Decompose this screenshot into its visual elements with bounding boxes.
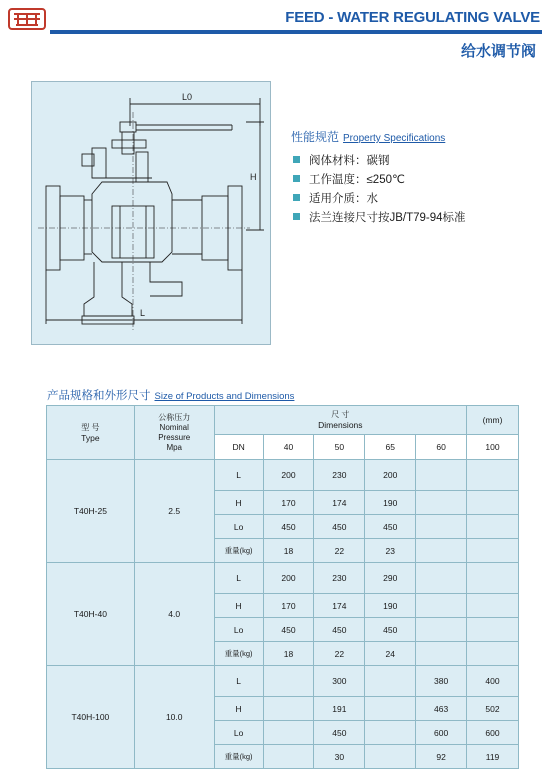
- dimension-value-cell: 200: [263, 563, 314, 594]
- dimension-label-cell: Lo: [214, 721, 263, 745]
- dimension-value-cell: [416, 594, 467, 618]
- dimension-value-cell: [467, 642, 519, 666]
- dimension-value-cell: 191: [314, 697, 365, 721]
- dimension-label-cell: 重量(kg): [214, 642, 263, 666]
- table-row: [47, 666, 519, 697]
- pressure-header-en3: Mpa: [166, 442, 182, 452]
- dimension-value-cell: [365, 666, 416, 697]
- dimension-value-cell: [467, 563, 519, 594]
- spec-item: [293, 188, 466, 207]
- dn-value: 50: [314, 435, 365, 460]
- dimensions-table: [46, 405, 519, 769]
- dimension-value-cell: 450: [314, 721, 365, 745]
- dimension-label-cell: Lo: [214, 618, 263, 642]
- bullet-square-icon: [293, 194, 300, 201]
- dimension-value-cell: 450: [365, 618, 416, 642]
- pressure-header: [134, 406, 214, 460]
- spec-item-text: 工作温度：≤250℃: [309, 173, 405, 186]
- dimension-value-cell: 463: [416, 697, 467, 721]
- dimension-value-cell: 450: [365, 515, 416, 539]
- dimension-value-cell: 190: [365, 491, 416, 515]
- dn-value: 65: [365, 435, 416, 460]
- spec-item-text: 阀体材料：碳钢: [309, 154, 390, 167]
- pressure-header-cn: 公称压力: [158, 412, 191, 422]
- spec-item: [293, 150, 466, 169]
- dimension-label-cell: L: [214, 666, 263, 697]
- dimension-value-cell: 380: [416, 666, 467, 697]
- dimension-value-cell: 230: [314, 563, 365, 594]
- spec-item-text: 法兰连接尺寸按JB/T79-94标准: [309, 211, 466, 224]
- dn-label: DN: [214, 435, 263, 460]
- dimension-value-cell: 450: [314, 515, 365, 539]
- dimension-value-cell: 450: [314, 618, 365, 642]
- pressure-cell: 4.0: [134, 563, 214, 666]
- page-title-cn: 给水调节阀: [460, 43, 536, 60]
- dimension-value-cell: [365, 697, 416, 721]
- dimension-label-cell: H: [214, 697, 263, 721]
- dimension-value-cell: 22: [314, 642, 365, 666]
- dimension-value-cell: [263, 697, 314, 721]
- valve-drawing-panel: [31, 81, 271, 345]
- dimension-value-cell: 290: [365, 563, 416, 594]
- dimension-value-cell: 174: [314, 491, 365, 515]
- spec-item-text: 适用介质：水: [309, 192, 378, 205]
- type-cell: T40H-40: [47, 563, 135, 666]
- dimension-value-cell: [416, 642, 467, 666]
- dimension-label-cell: L: [214, 460, 263, 491]
- pressure-header-en2: Pressure: [158, 432, 191, 442]
- dimension-value-cell: 200: [263, 460, 314, 491]
- dimension-value-cell: 22: [314, 539, 365, 563]
- dimension-value-cell: 170: [263, 491, 314, 515]
- dimension-value-cell: [416, 515, 467, 539]
- products-section-title: [47, 387, 294, 403]
- dimension-value-cell: 200: [365, 460, 416, 491]
- dimension-value-cell: [416, 539, 467, 563]
- spec-title-cn: 性能规范: [291, 130, 340, 144]
- bullet-square-icon: [293, 156, 300, 163]
- products-title-en: Size of Products and Dimensions: [154, 391, 295, 402]
- dimension-value-cell: 450: [263, 618, 314, 642]
- spec-item: [293, 207, 466, 226]
- dimension-value-cell: 600: [416, 721, 467, 745]
- dimension-value-cell: 170: [263, 594, 314, 618]
- spec-list: [293, 150, 466, 226]
- dimension-value-cell: 30: [314, 745, 365, 769]
- bullet-square-icon: [293, 175, 300, 182]
- pressure-cell: 10.0: [134, 666, 214, 769]
- dimension-label-cell: Lo: [214, 515, 263, 539]
- dimension-value-cell: [467, 460, 519, 491]
- type-cell: T40H-25: [47, 460, 135, 563]
- dimension-value-cell: [263, 666, 314, 697]
- dimension-value-cell: 18: [263, 642, 314, 666]
- unit-header: (mm): [467, 406, 519, 435]
- dimension-value-cell: 174: [314, 594, 365, 618]
- type-header: [47, 406, 135, 460]
- header-rule: [50, 30, 542, 34]
- dimension-value-cell: 230: [314, 460, 365, 491]
- dimension-label-cell: H: [214, 491, 263, 515]
- dimensions-header: [214, 406, 466, 435]
- dimension-value-cell: 190: [365, 594, 416, 618]
- dimension-value-cell: [263, 745, 314, 769]
- dimension-label-cell: H: [214, 594, 263, 618]
- spec-section-title: [291, 128, 445, 145]
- pressure-header-en1: Nominal: [159, 422, 189, 432]
- products-title-cn: 产品规格和外形尺寸: [47, 390, 151, 402]
- dimension-label-cell: 重量(kg): [214, 539, 263, 563]
- dn-value: 60: [416, 435, 467, 460]
- dimension-value-cell: [467, 491, 519, 515]
- bullet-square-icon: [293, 213, 300, 220]
- pressure-cell: 2.5: [134, 460, 214, 563]
- dimension-value-cell: 600: [467, 721, 519, 745]
- dim-l-label: L: [140, 308, 146, 318]
- type-header-en: Type: [81, 432, 100, 443]
- dimension-value-cell: [365, 745, 416, 769]
- table-row: [47, 563, 519, 594]
- dimension-value-cell: [416, 491, 467, 515]
- dimension-value-cell: 23: [365, 539, 416, 563]
- dim-h-label: H: [250, 172, 257, 182]
- dimension-value-cell: [467, 594, 519, 618]
- dimension-label-cell: L: [214, 563, 263, 594]
- dimension-value-cell: 400: [467, 666, 519, 697]
- page-title-en: FEED - WATER REGULATING VALVE: [285, 9, 540, 26]
- dimension-value-cell: [365, 721, 416, 745]
- dn-value: 100: [467, 435, 519, 460]
- dimension-value-cell: 18: [263, 539, 314, 563]
- type-header-cn: 型 号: [81, 422, 100, 432]
- dimension-value-cell: [416, 460, 467, 491]
- dimension-value-cell: 92: [416, 745, 467, 769]
- dimension-value-cell: [467, 539, 519, 563]
- dimension-value-cell: 300: [314, 666, 365, 697]
- valve-drawing: [32, 82, 270, 344]
- table-row: [47, 460, 519, 491]
- dimension-label-cell: 重量(kg): [214, 745, 263, 769]
- dn-value: 40: [263, 435, 314, 460]
- dimension-value-cell: [467, 618, 519, 642]
- spec-item: [293, 169, 466, 188]
- table-body: [47, 406, 519, 769]
- dimension-value-cell: 24: [365, 642, 416, 666]
- type-cell: T40H-100: [47, 666, 135, 769]
- dimension-value-cell: [416, 563, 467, 594]
- company-logo: [8, 8, 46, 30]
- dimension-value-cell: 502: [467, 697, 519, 721]
- dimensions-header-cn: 尺 寸: [331, 410, 350, 419]
- dimensions-header-en: Dimensions: [318, 420, 363, 430]
- spec-title-en: Property Specifications: [343, 133, 446, 144]
- dim-l0-label: L0: [182, 92, 193, 102]
- dimension-value-cell: 119: [467, 745, 519, 769]
- dimension-value-cell: [467, 515, 519, 539]
- dimension-value-cell: 450: [263, 515, 314, 539]
- dimension-value-cell: [416, 618, 467, 642]
- dimension-value-cell: [263, 721, 314, 745]
